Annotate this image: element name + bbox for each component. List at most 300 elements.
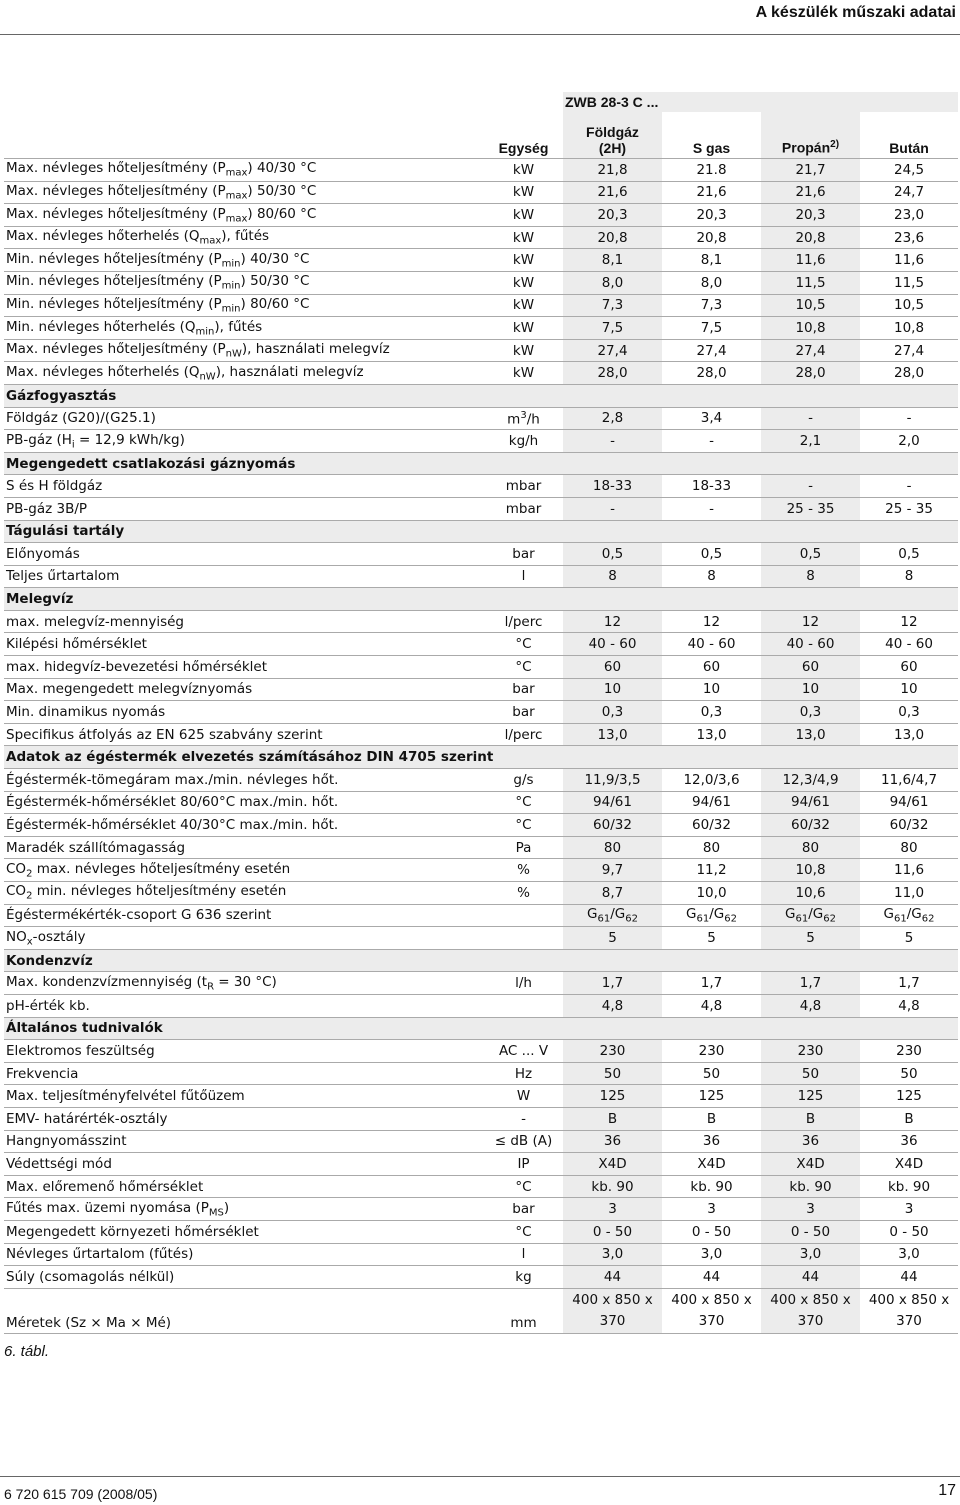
value-cell: 20,8 [761, 226, 860, 249]
value-cell: 60 [860, 656, 958, 679]
value-cell: 27,4 [761, 339, 860, 362]
value-cell: 20,3 [662, 204, 761, 227]
row-label: Min. névleges hőteljesítmény $(P_{min})$ 80/60 °C [4, 294, 484, 317]
row-unit: kW [484, 226, 563, 249]
row-unit: °C [484, 1220, 563, 1243]
value-cell: 40 - 60 [860, 633, 958, 656]
row-label: Max. megengedett melegvíznyomás [4, 678, 484, 701]
value-cell: 50 [563, 1062, 662, 1085]
value-cell: - [761, 407, 860, 430]
row-label: Súly (csomagolás nélkül) [4, 1266, 484, 1289]
value-cell: 10,8 [860, 317, 958, 340]
table-row [4, 204, 958, 227]
value-cell: 4,8 [761, 994, 860, 1017]
row-label: Max. névleges hőteljesítmény $(P_{nW})$, használati melegvíz [4, 339, 484, 362]
row-unit: kW [484, 317, 563, 340]
value-cell: 21,8 [563, 159, 662, 182]
value-cell: 7,5 [563, 317, 662, 340]
table-row [4, 475, 958, 498]
table-row [4, 430, 958, 453]
value-cell: 36 [761, 1130, 860, 1153]
value-cell: 80 [662, 836, 761, 859]
value-cell: 2,0 [860, 430, 958, 453]
value-cell: 80 [761, 836, 860, 859]
value-cell: 230 [761, 1040, 860, 1063]
row-unit: g/s [484, 769, 563, 792]
value-cell: X4D [761, 1153, 860, 1176]
value-cell: 60 [563, 656, 662, 679]
value-cell: 21.8 [662, 159, 761, 182]
section-header: Gázfogyasztás [4, 384, 958, 407]
row-label: Max. névleges hőterhelés $(Q_{max})$, fűtés [4, 226, 484, 249]
row-unit: % [484, 859, 563, 882]
table-row [4, 836, 958, 859]
row-unit: mbar [484, 475, 563, 498]
table-row [4, 362, 958, 385]
row-label: Min. névleges hőterhelés $(Q_{min})$, fűtés [4, 317, 484, 340]
table-row [4, 271, 958, 294]
row-unit: % [484, 882, 563, 905]
value-cell: 8 [563, 565, 662, 588]
value-cell: 11,5 [761, 271, 860, 294]
value-cell: B [761, 1107, 860, 1130]
row-label: Elektromos feszültség [4, 1040, 484, 1063]
row-label: Max. előremenő hőmérséklet [4, 1175, 484, 1198]
value-cell: 3,0 [662, 1243, 761, 1266]
value-cell: 28,0 [662, 362, 761, 385]
value-cell: 13,0 [860, 723, 958, 746]
value-cell: 8,0 [662, 271, 761, 294]
value-cell: 18-33 [662, 475, 761, 498]
value-cell: 0,3 [662, 701, 761, 724]
table-row [4, 791, 958, 814]
row-label: Teljes űrtartalom [4, 565, 484, 588]
value-cell: 0,3 [563, 701, 662, 724]
table-caption: 6. tábl. [4, 1343, 50, 1360]
row-label: Védettségi mód [4, 1153, 484, 1176]
table-row [4, 1243, 958, 1266]
value-cell: 94/61 [563, 791, 662, 814]
value-cell: 8,0 [563, 271, 662, 294]
row-unit: °C [484, 791, 563, 814]
value-cell: - [563, 430, 662, 453]
value-cell: 28,0 [860, 362, 958, 385]
table-row [4, 159, 958, 182]
value-cell: 80 [563, 836, 662, 859]
row-label: Max. névleges hőteljesítmény $(P_{max})$ 40/30 °C [4, 159, 484, 182]
value-cell: 2,8 [563, 407, 662, 430]
value-cell: 400 x 850 x 370 [563, 1288, 662, 1333]
header-divider [0, 34, 960, 35]
value-cell: 36 [563, 1130, 662, 1153]
row-unit: °C [484, 1175, 563, 1198]
table-row [4, 339, 958, 362]
column-header-s-gas: S gas [692, 140, 731, 156]
value-cell: 20,8 [563, 226, 662, 249]
row-unit: Pa [484, 836, 563, 859]
value-cell: 3,0 [563, 1243, 662, 1266]
value-cell: B [563, 1107, 662, 1130]
value-cell: 60/32 [860, 814, 958, 837]
value-cell: 28,0 [761, 362, 860, 385]
value-cell: 125 [761, 1085, 860, 1108]
value-cell: 7,3 [662, 294, 761, 317]
value-cell: 10,6 [761, 882, 860, 905]
value-cell: 5 [563, 927, 662, 950]
row-label: Max. kondenzvízmennyiség ($t_R = 30$ °C) [4, 972, 484, 995]
section-header: Adatok az égéstermék elvezetés számításához DIN 4705 szerint [4, 746, 958, 769]
row-label: Égéstermék-hőmérséklet 80/60°C max./min. hőt. [4, 791, 484, 814]
value-cell: - [662, 430, 761, 453]
row-label: Méretek (Sz × Ma × Mé) [4, 1288, 484, 1333]
value-cell: B [860, 1107, 958, 1130]
value-cell: - [761, 475, 860, 498]
value-cell: 40 - 60 [761, 633, 860, 656]
value-cell: 80 [860, 836, 958, 859]
section-header: Melegvíz [4, 588, 958, 611]
value-cell: kb. 90 [860, 1175, 958, 1198]
value-cell: 5 [662, 927, 761, 950]
value-cell: 7,5 [662, 317, 761, 340]
row-unit: °C [484, 814, 563, 837]
value-cell: $G_{61}/G_{62}$ [860, 904, 958, 927]
value-cell: - [860, 407, 958, 430]
value-cell: 400 x 850 x 370 [860, 1288, 958, 1333]
row-label: Min. névleges hőteljesítmény $(P_{min})$ 50/30 °C [4, 271, 484, 294]
value-cell: 10 [860, 678, 958, 701]
value-cell: 8 [662, 565, 761, 588]
section-header: Megengedett csatlakozási gáznyomás [4, 452, 958, 475]
value-cell: 27,4 [662, 339, 761, 362]
value-cell: 24,5 [860, 159, 958, 182]
table-row [4, 972, 958, 995]
table-row [4, 904, 958, 927]
column-header-natural-gas: Földgáz (2H) [563, 112, 662, 159]
table-row [4, 769, 958, 792]
row-label: Névleges űrtartalom (fűtés) [4, 1243, 484, 1266]
value-cell: 125 [860, 1085, 958, 1108]
row-label: Max. teljesítményfelvétel fűtőüzem [4, 1085, 484, 1108]
row-unit: bar [484, 543, 563, 566]
value-cell: 3 [563, 1198, 662, 1221]
value-cell: 1,7 [662, 972, 761, 995]
row-label: $CO_2$ max. névleges hőteljesítmény esetén [4, 859, 484, 882]
row-unit: kW [484, 339, 563, 362]
value-cell: 13,0 [761, 723, 860, 746]
row-label: Égéstermékérték-csoport G 636 szerint [4, 904, 484, 927]
value-cell: 8,1 [563, 249, 662, 272]
row-unit: kW [484, 249, 563, 272]
row-label: S és H földgáz [4, 475, 484, 498]
value-cell: 10 [761, 678, 860, 701]
section-header: Általános tudnivalók [4, 1017, 958, 1040]
value-cell: 5 [860, 927, 958, 950]
value-cell: 94/61 [860, 791, 958, 814]
technical-data-table [4, 92, 958, 1334]
value-cell: 21,6 [563, 181, 662, 204]
table-row [4, 656, 958, 679]
value-cell: 3 [662, 1198, 761, 1221]
value-cell: X4D [563, 1153, 662, 1176]
value-cell: 11,5 [860, 271, 958, 294]
row-label: Maradék szállítómagasság [4, 836, 484, 859]
row-label: Fűtés max. üzemi nyomása $(P_{MS})$ [4, 1198, 484, 1221]
table-row [4, 701, 958, 724]
row-unit: W [484, 1085, 563, 1108]
row-label: PB-gáz 3B/P [4, 497, 484, 520]
row-unit: AC ... V [484, 1040, 563, 1063]
table-row [4, 1220, 958, 1243]
value-cell: 11,9/3,5 [563, 769, 662, 792]
row-unit: bar [484, 678, 563, 701]
value-cell: 94/61 [662, 791, 761, 814]
column-header-propane: Propán$^{2)}$ [761, 112, 860, 159]
table-row [4, 1130, 958, 1153]
row-unit: kW [484, 271, 563, 294]
value-cell: 0,5 [662, 543, 761, 566]
value-cell: 9,7 [563, 859, 662, 882]
model-group-header: ZWB 28-3 C ... [563, 92, 958, 112]
value-cell: 3 [761, 1198, 860, 1221]
value-cell: kb. 90 [563, 1175, 662, 1198]
value-cell: 18-33 [563, 475, 662, 498]
table-row [4, 497, 958, 520]
row-label: Hangnyomásszint [4, 1130, 484, 1153]
value-cell: 230 [860, 1040, 958, 1063]
value-cell: 60 [662, 656, 761, 679]
value-cell: 11,0 [860, 882, 958, 905]
value-cell: 1,7 [860, 972, 958, 995]
row-unit: bar [484, 1198, 563, 1221]
value-cell: 0 - 50 [563, 1220, 662, 1243]
value-cell: 13,0 [662, 723, 761, 746]
value-cell: 7,3 [563, 294, 662, 317]
row-unit: l [484, 565, 563, 588]
row-unit: °C [484, 656, 563, 679]
value-cell: 0,3 [860, 701, 958, 724]
table-row [4, 678, 958, 701]
value-cell: 10,8 [761, 859, 860, 882]
row-unit: kg/h [484, 430, 563, 453]
value-cell: 44 [860, 1266, 958, 1289]
section-header: Kondenzvíz [4, 949, 958, 972]
value-cell: 24,7 [860, 181, 958, 204]
value-cell: 400 x 850 x 370 [761, 1288, 860, 1333]
value-cell: 25 - 35 [761, 497, 860, 520]
table-row [4, 1266, 958, 1289]
row-unit [484, 994, 563, 1017]
value-cell: 8 [761, 565, 860, 588]
value-cell: 20,3 [761, 204, 860, 227]
value-cell: 10 [563, 678, 662, 701]
value-cell: $G_{61}/G_{62}$ [563, 904, 662, 927]
row-unit: kW [484, 294, 563, 317]
table-row [4, 1288, 958, 1333]
row-unit: $m^3/h$ [484, 407, 563, 430]
value-cell: 10,0 [662, 882, 761, 905]
page-number: 17 [938, 1482, 956, 1499]
page-header-title: A készülék műszaki adatai [755, 4, 956, 21]
row-label: Specifikus átfolyás az EN 625 szabvány szerint [4, 723, 484, 746]
row-unit: kW [484, 204, 563, 227]
row-label: max. hidegvíz-bevezetési hőmérséklet [4, 656, 484, 679]
value-cell: 4,8 [662, 994, 761, 1017]
value-cell: 0,3 [761, 701, 860, 724]
value-cell: 10,8 [761, 317, 860, 340]
value-cell: 11,6 [860, 249, 958, 272]
value-cell: 11,6 [860, 859, 958, 882]
value-cell: $G_{61}/G_{62}$ [761, 904, 860, 927]
value-cell: 44 [662, 1266, 761, 1289]
row-unit [484, 904, 563, 927]
value-cell: 36 [860, 1130, 958, 1153]
value-cell: - [860, 475, 958, 498]
value-cell: 1,7 [563, 972, 662, 995]
value-cell: 11,2 [662, 859, 761, 882]
table-row [4, 859, 958, 882]
row-unit: l/perc [484, 723, 563, 746]
table-row [4, 407, 958, 430]
row-label: EMV- határérték-osztály [4, 1107, 484, 1130]
value-cell: 44 [761, 1266, 860, 1289]
value-cell: 28,0 [563, 362, 662, 385]
table-row [4, 565, 958, 588]
row-unit: kW [484, 181, 563, 204]
row-unit: IP [484, 1153, 563, 1176]
row-label: Földgáz (G20)/(G25.1) [4, 407, 484, 430]
value-cell: 12 [761, 610, 860, 633]
table-row [4, 226, 958, 249]
value-cell: 8 [860, 565, 958, 588]
row-label: Min. dinamikus nyomás [4, 701, 484, 724]
value-cell: 23,6 [860, 226, 958, 249]
value-cell: B [662, 1107, 761, 1130]
table-row [4, 249, 958, 272]
row-unit: Hz [484, 1062, 563, 1085]
value-cell: 0 - 50 [761, 1220, 860, 1243]
row-unit: mm [484, 1288, 563, 1333]
value-cell: 25 - 35 [860, 497, 958, 520]
value-cell: 230 [662, 1040, 761, 1063]
value-cell: 3 [860, 1198, 958, 1221]
footer-divider [0, 1476, 960, 1477]
value-cell: kb. 90 [761, 1175, 860, 1198]
value-cell: 12 [860, 610, 958, 633]
value-cell: 125 [662, 1085, 761, 1108]
value-cell: 27,4 [563, 339, 662, 362]
value-cell: 36 [662, 1130, 761, 1153]
value-cell: 3,4 [662, 407, 761, 430]
row-unit: l/perc [484, 610, 563, 633]
value-cell: 40 - 60 [563, 633, 662, 656]
value-cell: 4,8 [860, 994, 958, 1017]
value-cell: 50 [662, 1062, 761, 1085]
table-row [4, 543, 958, 566]
value-cell: 0 - 50 [662, 1220, 761, 1243]
value-cell: 0,5 [563, 543, 662, 566]
value-cell: 11,6/4,7 [860, 769, 958, 792]
table-row [4, 181, 958, 204]
value-cell: 0,5 [860, 543, 958, 566]
value-cell: 50 [761, 1062, 860, 1085]
value-cell: - [662, 497, 761, 520]
row-label: max. melegvíz-mennyiség [4, 610, 484, 633]
value-cell: 3,0 [761, 1243, 860, 1266]
value-cell: 27,4 [860, 339, 958, 362]
table-row [4, 1198, 958, 1221]
table-row [4, 633, 958, 656]
value-cell: 10,5 [860, 294, 958, 317]
value-cell: 5 [761, 927, 860, 950]
row-label: $CO_2$ min. névleges hőteljesítmény esetén [4, 882, 484, 905]
document-code: 6 720 615 709 (2008/05) [4, 1486, 158, 1502]
value-cell: 8,1 [662, 249, 761, 272]
value-cell: 12,0/3,6 [662, 769, 761, 792]
row-label: Megengedett környezeti hőmérséklet [4, 1220, 484, 1243]
value-cell: 10 [662, 678, 761, 701]
value-cell: 0 - 50 [860, 1220, 958, 1243]
row-label: Égéstermék-tömegáram max./min. névleges hőt. [4, 769, 484, 792]
table-row [4, 927, 958, 950]
row-unit: °C [484, 633, 563, 656]
value-cell: kb. 90 [662, 1175, 761, 1198]
table-row [4, 1062, 958, 1085]
value-cell: 10,5 [761, 294, 860, 317]
value-cell: 2,1 [761, 430, 860, 453]
value-cell: 21,6 [662, 181, 761, 204]
row-label: Égéstermék-hőmérséklet 40/30°C max./min. hőt. [4, 814, 484, 837]
row-label: Max. névleges hőteljesítmény $(P_{max})$ 80/60 °C [4, 204, 484, 227]
row-unit: mbar [484, 497, 563, 520]
value-cell: 21,6 [761, 181, 860, 204]
value-cell: 8,7 [563, 882, 662, 905]
value-cell: 60/32 [662, 814, 761, 837]
value-cell: 12 [662, 610, 761, 633]
value-cell: 94/61 [761, 791, 860, 814]
value-cell: - [563, 497, 662, 520]
row-unit: kW [484, 159, 563, 182]
table-row [4, 317, 958, 340]
value-cell: 400 x 850 x 370 [662, 1288, 761, 1333]
row-unit: l [484, 1243, 563, 1266]
row-label: Kilépési hőmérséklet [4, 633, 484, 656]
value-cell: 12 [563, 610, 662, 633]
value-cell: 60/32 [761, 814, 860, 837]
table-row [4, 814, 958, 837]
value-cell: 20,8 [662, 226, 761, 249]
row-unit: kW [484, 362, 563, 385]
table-row [4, 994, 958, 1017]
table-row [4, 1107, 958, 1130]
value-cell: 0,5 [761, 543, 860, 566]
row-label: Előnyomás [4, 543, 484, 566]
row-unit: bar [484, 701, 563, 724]
table-row [4, 610, 958, 633]
value-cell: 20,3 [563, 204, 662, 227]
value-cell: $G_{61}/G_{62}$ [662, 904, 761, 927]
value-cell: 60 [761, 656, 860, 679]
column-header-butane: Bután [889, 140, 929, 156]
unit-column-header: Egység [498, 140, 549, 156]
section-header: Tágulási tartály [4, 520, 958, 543]
value-cell: 1,7 [761, 972, 860, 995]
value-cell: 21,7 [761, 159, 860, 182]
value-cell: 230 [563, 1040, 662, 1063]
table-row [4, 294, 958, 317]
row-label: Min. névleges hőteljesítmény $(P_{min})$ 40/30 °C [4, 249, 484, 272]
table-row [4, 882, 958, 905]
row-unit: ≤ dB (A) [484, 1130, 563, 1153]
